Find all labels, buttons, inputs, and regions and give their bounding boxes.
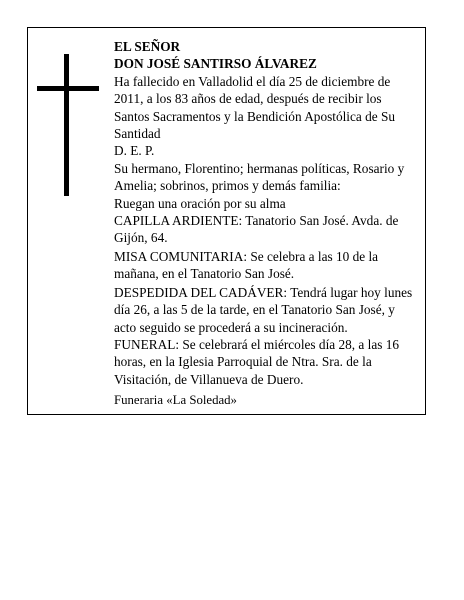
family-text: Su hermano, Florentino; hermanas políticas, Rosario y Amelia; sobrinos, primos y demás familia: [114,160,405,194]
deceased-title: EL SEÑOR [114,39,181,54]
funeral-home: Funeraria «La Soledad» [114,393,237,408]
cross-horizontal-bar [37,86,99,91]
cross-icon [37,54,99,196]
chapel-info: CAPILLA ARDIENTE: Tanatorio San José. Avda. de Gijón, 64. [114,213,399,246]
funeral-info: FUNERAL: Se celebrará el miércoles día 28, a las 16 horas, en la Iglesia Parroquial de Ntra. Sra. de la Visitación, de Villanueva de Duero. [114,336,400,387]
deceased-name: DON JOSÉ SANTIRSO ÁLVAREZ [114,56,317,72]
obituary-text [114,38,416,410]
prayer-request: Ruegan una oración por su alma [114,195,286,211]
cross-vertical-bar [64,54,69,196]
mass-info: MISA COMUNITARIA: Se celebra a las 10 de la mañana, en el Tanatorio San José. [114,248,379,282]
death-notice: Ha fallecido en Valladolid el día 25 de diciembre de 2011, a los 83 años de edad, después de recibir los Santos Sacramentos y la Bendición Apostólica de Su Santidad [114,73,396,142]
farewell-info: DESPEDIDA DEL CADÁVER: Tendrá lugar hoy lunes día 26, a las 5 de la tarde, en el Tanatorio San José, y acto seguido se procederá a su incineración. [114,284,413,335]
rip-text: D. E. P. [114,143,155,159]
